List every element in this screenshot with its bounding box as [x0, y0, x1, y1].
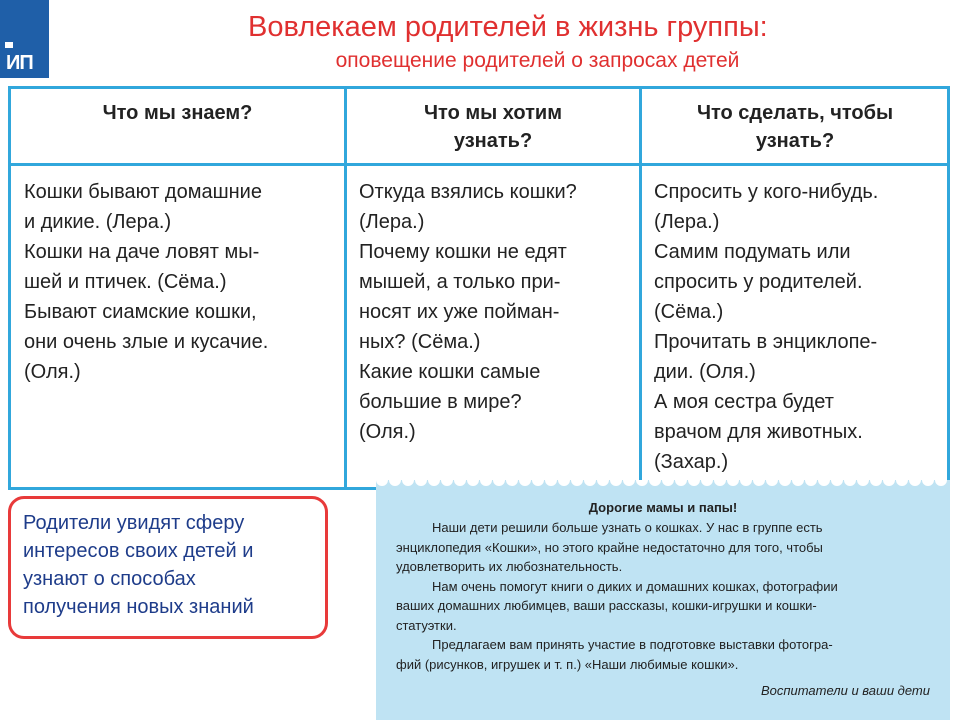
header-how — [642, 99, 948, 155]
cell-line: и дикие. (Лера.) — [24, 211, 172, 233]
cell-line: (Оля.) — [359, 421, 416, 443]
cell-line: шей и птичек. (Сёма.) — [24, 271, 227, 293]
cell-line: Кошки бывают домашние — [24, 181, 262, 203]
letter-line: энциклопедия «Кошки», но этого крайне недостаточно для того, чтобы — [396, 539, 823, 555]
header-know — [11, 99, 344, 127]
header-want — [347, 99, 639, 155]
header-divider — [11, 163, 947, 166]
note-line: получения новых знаний — [23, 596, 254, 618]
letter-line: удовлетворить их любознательность. — [396, 559, 623, 574]
letter-line: Предлагаем вам принять участие в подготовке выставки фотогра- — [432, 637, 833, 652]
header-line: узнать? — [453, 130, 533, 152]
letter-line: фий (рисунков, игрушек и т. п.) «Наши любимые кошки». — [396, 656, 739, 672]
letter-line: Наши дети решили больше узнать о кошках. У нас в группе есть — [432, 520, 823, 535]
header-line: Что мы знаем? — [102, 102, 253, 124]
letter-signature: Воспитатели и ваши дети — [760, 683, 930, 698]
cell-line: мышей, а только при- — [359, 271, 561, 293]
cell-line: ных? (Сёма.) — [359, 331, 481, 353]
note-line: Родители увидят сферу — [23, 512, 245, 534]
cell-line: большие в мире? — [359, 391, 522, 413]
cell-line: Откуда взялись кошки? — [359, 181, 577, 203]
letter-title: Дорогие мамы и папы! — [588, 500, 738, 515]
logo-text: ИП — [6, 52, 33, 74]
cell-line: Почему кошки не едят — [359, 241, 567, 263]
cell-line: (Оля.) — [24, 361, 81, 383]
cell-line: Прочитать в энциклопе- — [654, 331, 878, 353]
header-line: узнать? — [755, 130, 835, 152]
cell-line: спросить у родителей. — [654, 271, 863, 293]
cell-line: Спросить у кого-нибудь. — [654, 181, 879, 203]
scalloped-edge — [376, 480, 950, 494]
cell-line: Бывают сиамские кошки, — [24, 301, 257, 323]
header-line: Что сделать, чтобы — [696, 102, 894, 124]
parents-note — [8, 496, 328, 639]
note-line: интересов своих детей и — [23, 540, 254, 562]
cell-know — [24, 177, 268, 387]
letter-line: статуэтки. — [396, 617, 457, 633]
parents-letter — [376, 480, 950, 720]
cell-line: носят их уже поймaн- — [359, 301, 560, 323]
cell-line: Какие кошки самые — [359, 361, 541, 383]
kwl-table — [8, 86, 950, 490]
letter-line: Нам очень помогут книги о диких и домашних кошках, фотографии — [432, 578, 838, 594]
cell-line: (Захар.) — [654, 451, 729, 473]
cell-line: врачом для животных. — [654, 421, 863, 443]
note-line: узнают о способах — [23, 568, 196, 590]
cell-how — [654, 177, 878, 477]
cell-line: Кошки на даче ловят мы- — [24, 241, 260, 263]
cell-line: (Сёма.) — [654, 301, 724, 323]
letter-line: ваших домашних любимцев, ваши рассказы, кошки-игрушки и кошки- — [396, 598, 817, 613]
cell-line: (Лера.) — [654, 211, 720, 233]
cell-line: дии. (Оля.) — [654, 361, 756, 383]
cell-line: они очень злые и кусачие. — [24, 331, 269, 353]
cell-line: А моя сестра будет — [654, 391, 834, 413]
header-line: Что мы хотим — [423, 102, 563, 124]
cell-line: Самим подумать или — [654, 241, 851, 263]
letter-body — [396, 518, 936, 674]
cell-want — [359, 177, 577, 447]
slide-subtitle: оповещение родителей о запросах детей — [335, 49, 740, 72]
slide-title: Вовлекаем родителей в жизнь группы: — [248, 11, 768, 43]
cell-line: (Лера.) — [359, 211, 425, 233]
